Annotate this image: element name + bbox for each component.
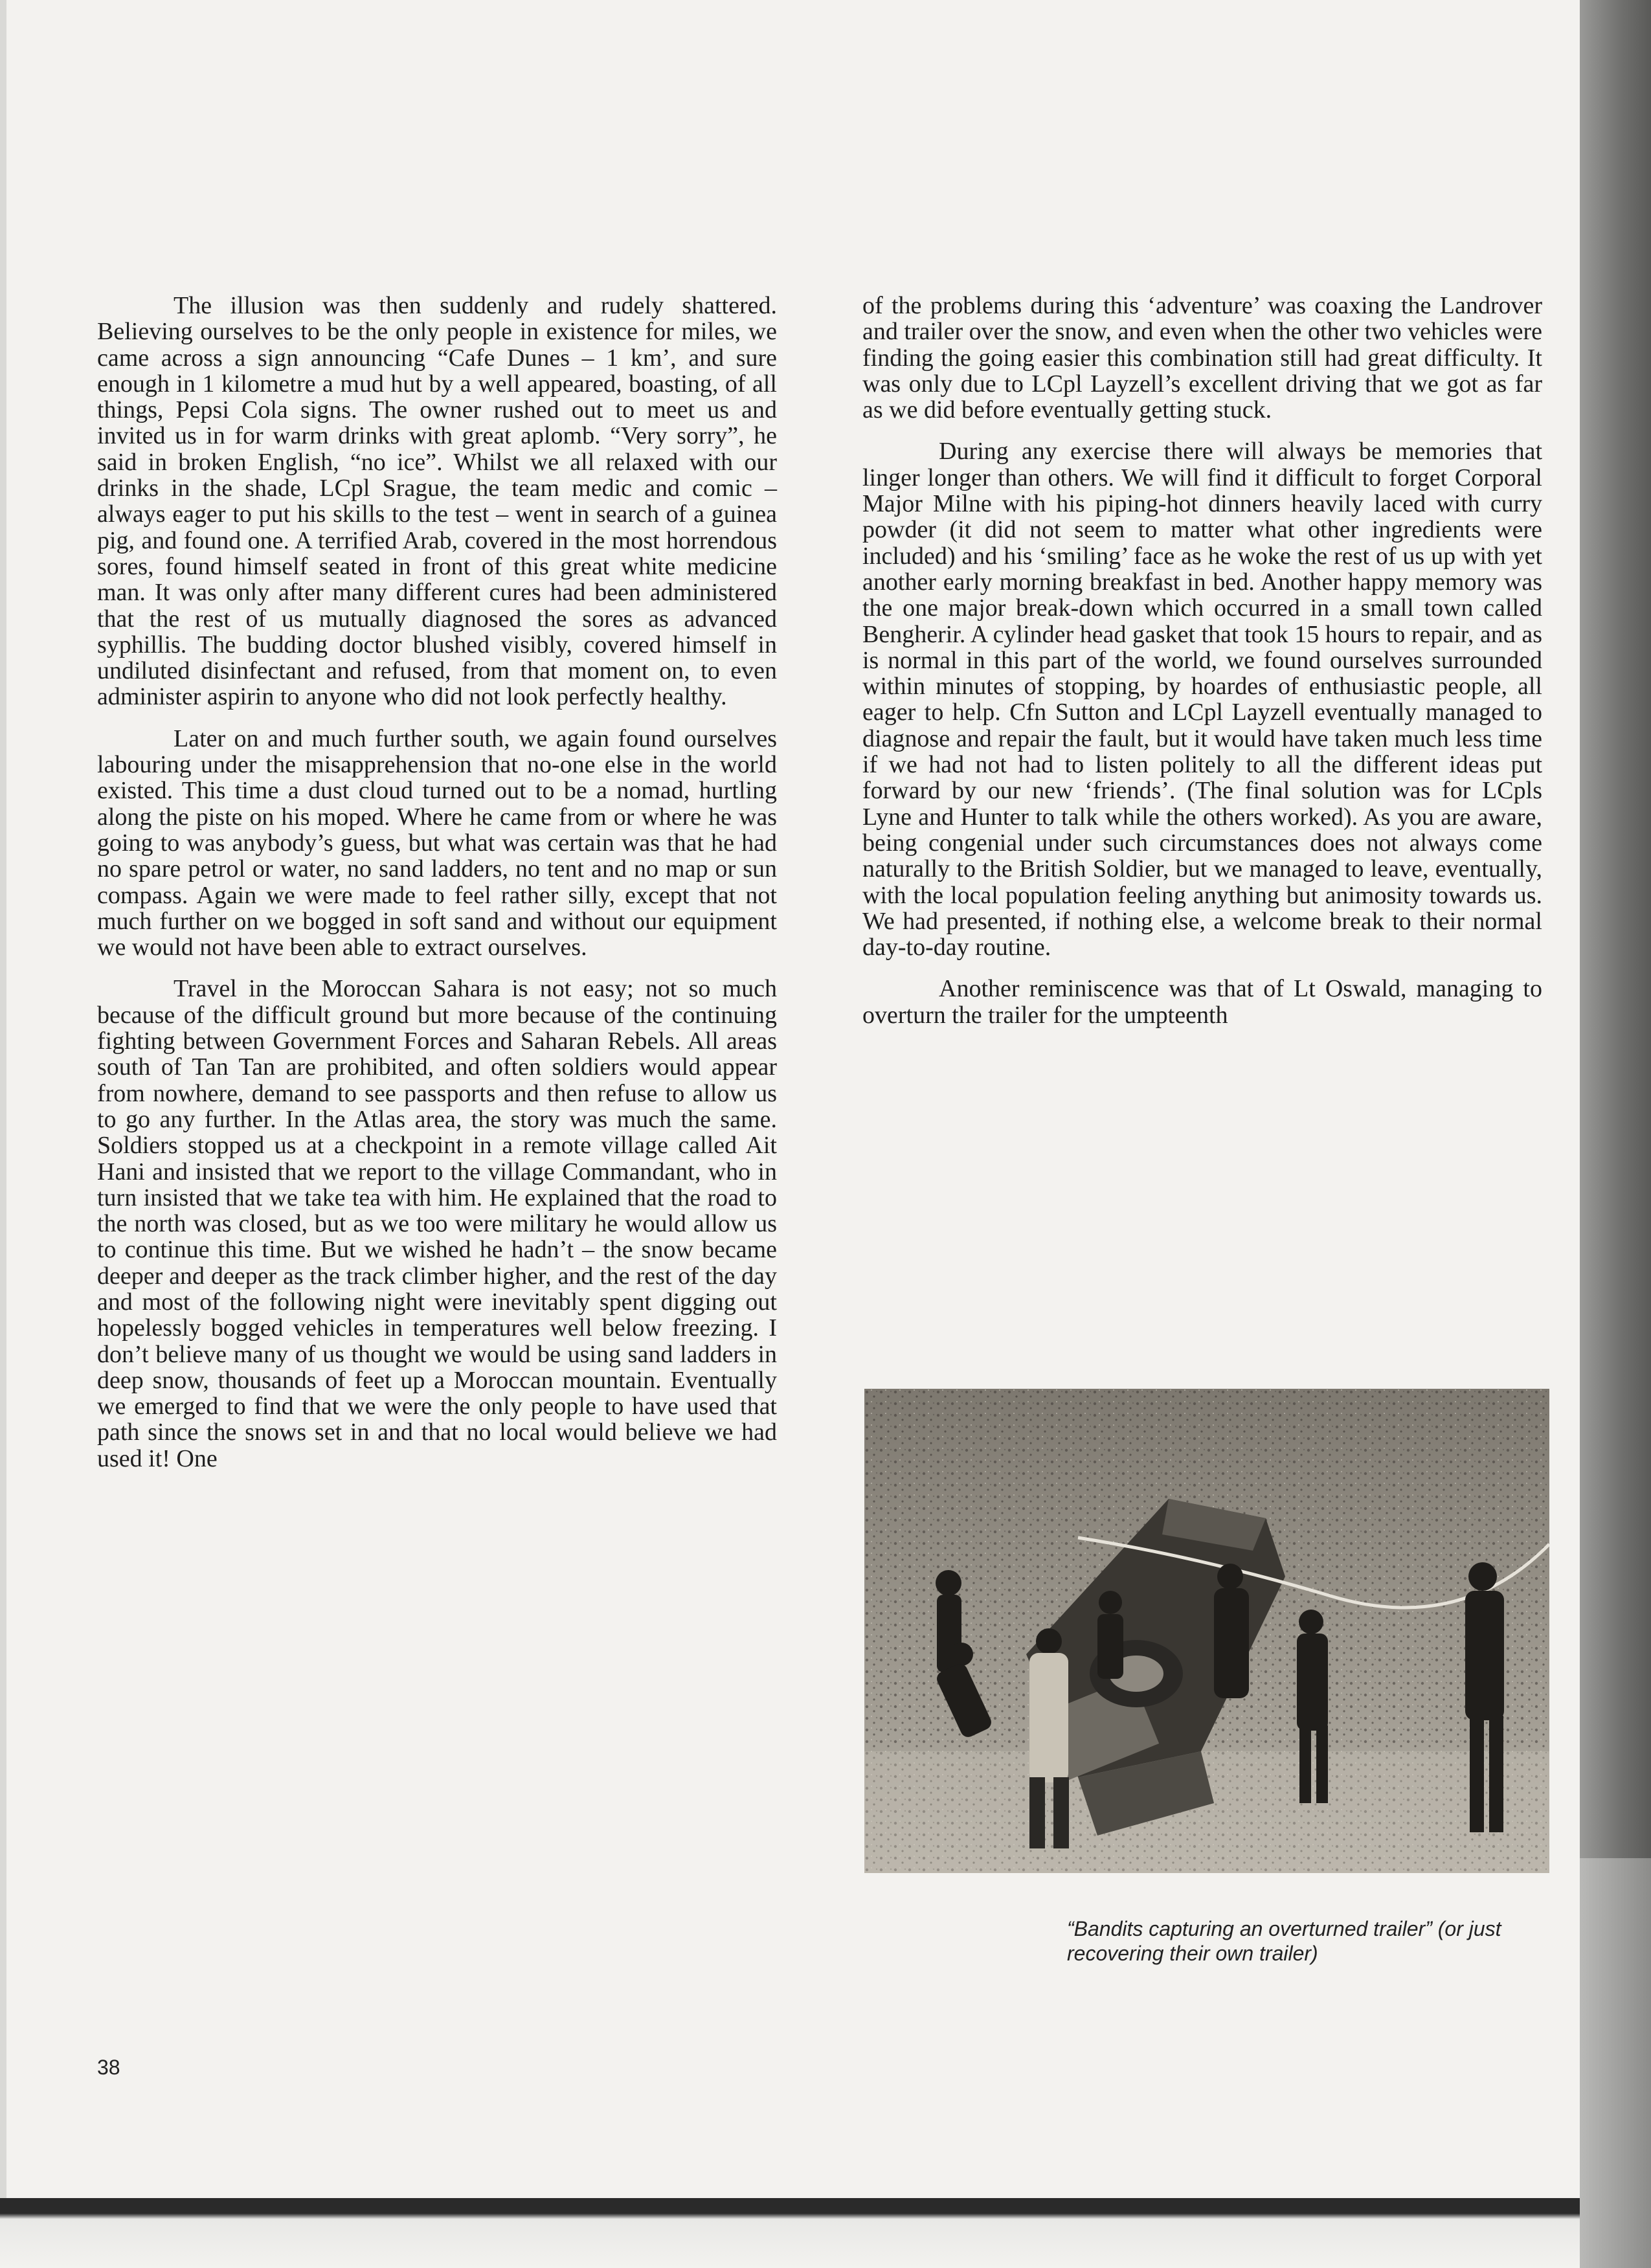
paragraph: During any exercise there will always be memories that linger longer than others. We will find it difficult to forget Corporal Major Milne with his piping-hot dinners heavily laced with curry powder (it did not seem to matter what other ingredients were included) and his ‘smiling’ face as he woke the rest of us up with yet another early morning breakfast in bed. Another happy memory was the one major break-down which occurred in a small town called Bengherir. A cylinder head gasket that took 15 hours to repair, and as is normal in this part of the world, we found ourselves surrounded within minutes of stopping, by hoardes of enthusiastic people, all eager to help. Cfn Sutton and LCpl Layzell eventually managed to diagnose and repair the fault, but it would have taken much less time if we had not had to listen politely to all the different ideas put forward by our new ‘friends’. (The final solution was for LCpls Lyne and Hunter to talk while the others worked). As you are aware, being congenial under such circumstances does not always come naturally to the British Soldier, but we managed to leave, eventually, with the local population feeling anything but animosity towards us. We had presented, if nothing else, a welcome break to their normal day-to-day routine.: [862, 438, 1542, 961]
paragraph: Another reminiscence was that of Lt Oswald, managing to overturn the trailer for the umpteenth: [862, 975, 1542, 1029]
article-right-column: [862, 293, 1542, 1044]
paragraph: The illusion was then suddenly and rudely shattered. Believing ourselves to be the only people in existence for miles, we came across a sign announcing “Cafe Dunes – 1 km’, and sure enough in 1 kilometre a mud hut by a well appeared, boasting, of all things, Pepsi Cola signs. The owner rushed out to meet us and invited us in for warm drinks with great aplomb. “Very sorry”, he said in broken English, “no ice”. Whilst we all relaxed with our drinks in the shade, LCpl Srague, the team medic and comic – always eager to put his skills to the test – went in search of a guinea pig, and found one. A terrified Arab, covered in the most horrendous sores, found himself seated in front of this great white medicine man. It was only after many different cures had been administered that the rest of us mutually diagnosed the sores as advanced syphillis. The budding doctor blushed visibly, covered himself in undiluted disinfectant and refused, from that moment on, to even administer aspirin to anyone who did not look perfectly healthy.: [97, 292, 777, 711]
photo-caption: “Bandits capturing an overturned trailer” (or just recovering their own trailer): [1067, 1917, 1501, 1965]
paragraph: of the problems during this ‘adventure’ was coaxing the Landrover and trailer over the snow, and even when the other two vehicles were finding the going easier this combination still had great difficulty. It was only due to LCpl Layzell’s excellent driving that we got as far as we did before eventually getting stuck.: [862, 292, 1542, 424]
scan-bottom-edge: [0, 2198, 1580, 2268]
paragraph: Later on and much further south, we again found ourselves labouring under the misapprehension that no-one else in the world existed. This time a dust cloud turned out to be a nomad, hurtling along the piste on his moped. Where he came from or where he was going to was anybody’s guess, but what was certain was that he had no spare petrol or water, no sand ladders, no tent and no map or sun compass. Again we were made to feel rather silly, except that not much further on we bogged in soft sand and without our equipment we would not have been able to extract ourselves.: [97, 724, 777, 961]
page-number: 38: [97, 2056, 120, 2079]
article-left-column: [97, 293, 777, 1487]
paragraph: Travel in the Moroccan Sahara is not easy; not so much because of the difficult ground but more because of the continuing fighting between Government Forces and Saharan Rebels. All areas south of Tan Tan are prohibited, and often soldiers would appear from nowhere, demand to see passports and then refuse to allow us to go any further. In the Atlas area, the story was much the same. Soldiers stopped us at a checkpoint in a remote village called Ait Hani and insisted that we report to the village Commandant, who in turn insisted that we take tea with him. He explained that the road to the north was closed, but as we too were military he would allow us to continue this time. But we wished he hadn’t – the snow became deeper and deeper as the track climber higher, and the rest of the day and most of the following night were inevitably spent digging out hopelessly bogged vehicles in temperatures well below freezing. I don’t believe many of us thought we would be using sand ladders in deep snow, thousands of feet up a Moroccan mountain. Eventually we emerged to find that we were the only people to have used that path since the snows set in and that no local would believe we had used it! One: [97, 975, 777, 1472]
page-left-edge: [0, 0, 6, 2268]
scan-binding-shadow-lower: [1580, 1858, 1651, 2268]
overturned-trailer-photo: [864, 1389, 1549, 1873]
article-photo: [864, 1389, 1549, 1873]
